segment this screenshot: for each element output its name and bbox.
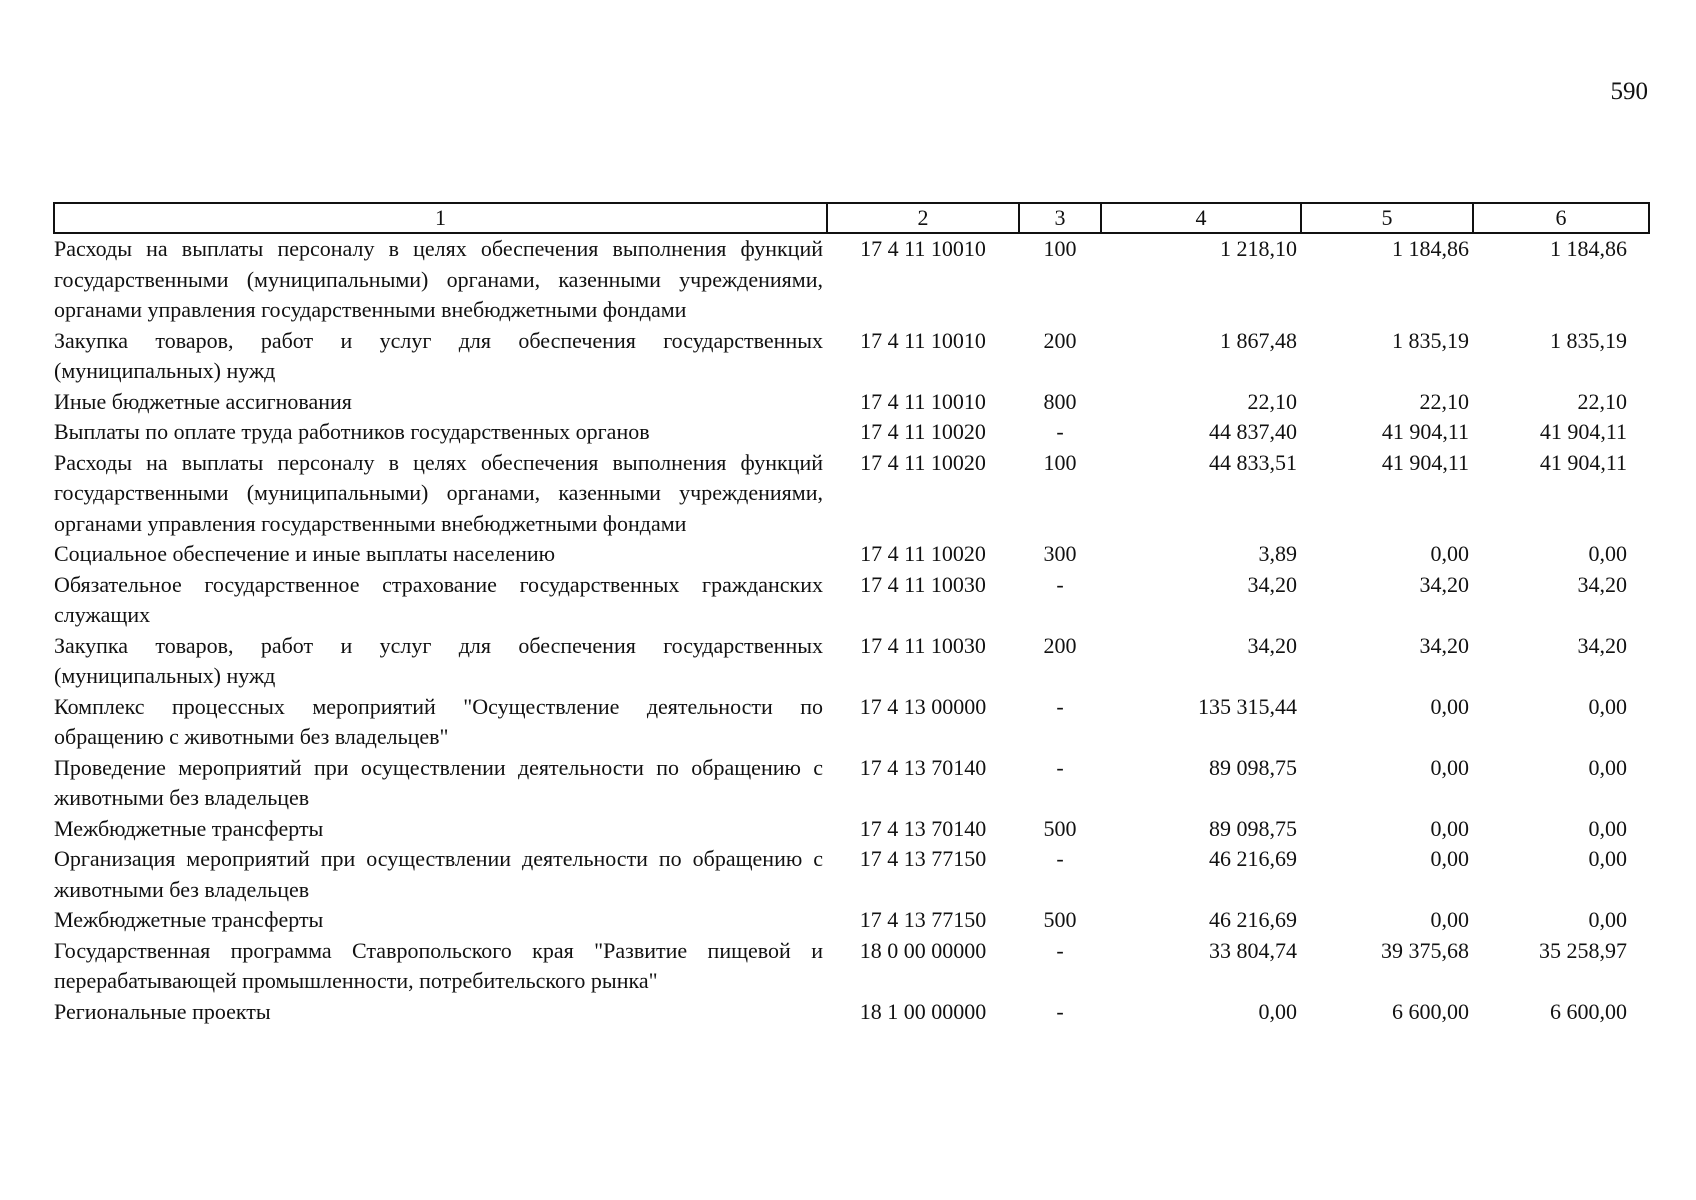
expense-type-cell: - [1056, 419, 1064, 444]
table-row [54, 570, 1649, 631]
amount-col6-cell: 34,20 [1577, 632, 1627, 658]
target-article-code-cell: 17 4 13 70140 [859, 754, 987, 780]
table-body [54, 233, 1649, 1027]
amount-col5-cell: 0,00 [1430, 754, 1469, 780]
expense-type-cell: 500 [1043, 815, 1077, 841]
page-number: 590 [1610, 78, 1648, 105]
column-header-1: 1 [54, 203, 827, 233]
amount-col4-cell: 44 833,51 [1209, 449, 1297, 475]
expense-name-cell: Проведение мероприятий при осуществлении деятельности по обращению с животными без владельцев [54, 754, 823, 810]
expense-name-cell: Закупка товаров, работ и услуг для обеспечения государственных (муниципальных) нужд [54, 327, 823, 383]
amount-col6-cell: 1 184,86 [1550, 236, 1627, 261]
amount-col4-cell: 89 098,75 [1209, 754, 1297, 780]
target-article-code-cell: 17 4 11 10020 [860, 449, 986, 475]
table-row [54, 417, 1649, 448]
amount-col6-cell: 0,00 [1588, 754, 1627, 780]
column-header-4: 4 [1101, 203, 1301, 233]
expense-type-cell: - [1056, 998, 1064, 1024]
table-row [54, 539, 1649, 570]
expense-name-cell: Закупка товаров, работ и услуг для обеспечения государственных (муниципальных) нужд [54, 632, 823, 688]
expense-name-cell: Государственная программа Ставропольского края "Развитие пищевой и перерабатывающей промышленности, потребительского рынка" [54, 937, 823, 993]
amount-col5-cell: 34,20 [1419, 571, 1469, 597]
table-row [54, 753, 1649, 814]
amount-col4-cell: 89 098,75 [1209, 815, 1297, 841]
header-row [54, 203, 1649, 233]
amount-col6-cell: 34,20 [1577, 571, 1627, 597]
table-row [54, 692, 1649, 753]
amount-col4-cell: 34,20 [1247, 571, 1297, 597]
target-article-code-cell: 17 4 11 10020 [860, 541, 986, 566]
table-row [54, 936, 1649, 997]
amount-col5-cell: 22,10 [1419, 388, 1469, 414]
target-article-code-cell: 17 4 13 00000 [859, 693, 987, 719]
amount-col6-cell: 0,00 [1588, 846, 1627, 871]
amount-col5-cell: 0,00 [1430, 693, 1469, 719]
amount-col4-cell: 46 216,69 [1209, 846, 1297, 871]
amount-col4-cell: 34,20 [1247, 632, 1297, 658]
target-article-code-cell: 17 4 11 10030 [860, 632, 986, 658]
target-article-code-cell: 17 4 13 70140 [859, 815, 987, 841]
amount-col5-cell: 41 904,11 [1381, 419, 1469, 444]
table-row [54, 814, 1649, 845]
table-row [54, 326, 1649, 387]
expense-name-cell: Организация мероприятий при осуществлении деятельности по обращению с животными без владельцев [54, 846, 823, 902]
expense-name-cell: Расходы на выплаты персоналу в целях обеспечения выполнения функций государственными (муниципальными) органами, казенными учреждениями, органами управления государственными внебюджетными фондами [54, 236, 823, 322]
expense-type-cell: 100 [1043, 236, 1077, 261]
target-article-code-cell: 17 4 11 10010 [860, 236, 986, 261]
table-row [54, 905, 1649, 936]
table-row [54, 997, 1649, 1028]
amount-col6-cell: 0,00 [1588, 541, 1627, 566]
amount-col6-cell: 41 904,11 [1539, 419, 1627, 444]
amount-col4-cell: 1 218,10 [1220, 236, 1297, 261]
table-row [54, 448, 1649, 540]
budget-table [53, 202, 1650, 1027]
expense-name-cell: Социальное обеспечение и иные выплаты населению [54, 541, 556, 566]
target-article-code-cell: 18 0 00 00000 [859, 937, 987, 963]
amount-col6-cell: 0,00 [1588, 815, 1627, 841]
expense-type-cell: - [1056, 846, 1064, 871]
amount-col5-cell: 34,20 [1419, 632, 1469, 658]
amount-col6-cell: 35 258,97 [1539, 937, 1627, 963]
amount-col4-cell: 33 804,74 [1209, 937, 1297, 963]
column-header-3: 3 [1019, 203, 1101, 233]
expense-type-cell: - [1056, 571, 1064, 597]
expense-name-cell: Выплаты по оплате труда работников государственных органов [54, 419, 650, 444]
target-article-code-cell: 17 4 11 10030 [860, 571, 986, 597]
expense-name-cell: Расходы на выплаты персоналу в целях обеспечения выполнения функций государственными (муниципальными) органами, казенными учреждениями, органами управления государственными внебюджетными фондами [54, 449, 823, 536]
expense-name-cell: Иные бюджетные ассигнования [54, 388, 352, 414]
table-row [54, 631, 1649, 692]
expense-name-cell: Обязательное государственное страхование государственных гражданских служащих [54, 571, 823, 627]
column-header-5: 5 [1301, 203, 1473, 233]
expense-name-cell: Межбюджетные трансферты [54, 815, 324, 841]
expense-type-cell: 200 [1043, 632, 1077, 658]
expense-name-cell: Межбюджетные трансферты [54, 907, 324, 932]
expense-type-cell: - [1056, 693, 1064, 719]
amount-col4-cell: 1 867,48 [1220, 327, 1297, 353]
expense-type-cell: 200 [1043, 327, 1077, 353]
expense-type-cell: 300 [1043, 541, 1077, 566]
expense-type-cell: 100 [1043, 449, 1077, 475]
amount-col5-cell: 39 375,68 [1381, 937, 1469, 963]
column-header-2: 2 [827, 203, 1019, 233]
amount-col4-cell: 3,89 [1258, 541, 1297, 566]
amount-col4-cell: 135 315,44 [1198, 693, 1297, 719]
amount-col6-cell: 22,10 [1577, 388, 1627, 414]
expense-name-cell: Региональные проекты [54, 998, 271, 1024]
amount-col5-cell: 41 904,11 [1381, 449, 1469, 475]
amount-col6-cell: 41 904,11 [1539, 449, 1627, 475]
table-row [54, 387, 1649, 418]
table-row [54, 233, 1649, 326]
target-article-code-cell: 18 1 00 00000 [859, 998, 987, 1024]
target-article-code-cell: 17 4 11 10010 [860, 388, 986, 414]
expense-type-cell: - [1056, 754, 1064, 780]
expense-name-cell: Комплекс процессных мероприятий "Осуществление деятельности по обращению с животными без владельцев" [54, 693, 823, 749]
target-article-code-cell: 17 4 11 10010 [860, 327, 986, 353]
target-article-code-cell: 17 4 13 77150 [859, 907, 987, 932]
amount-col6-cell: 6 600,00 [1550, 998, 1627, 1024]
amount-col5-cell: 6 600,00 [1392, 998, 1469, 1024]
table-row [54, 844, 1649, 905]
amount-col5-cell: 0,00 [1430, 846, 1469, 871]
column-header-6: 6 [1473, 203, 1649, 233]
amount-col4-cell: 22,10 [1247, 388, 1297, 414]
target-article-code-cell: 17 4 13 77150 [859, 846, 987, 871]
expense-type-cell: 800 [1043, 388, 1077, 414]
amount-col5-cell: 0,00 [1430, 815, 1469, 841]
amount-col6-cell: 0,00 [1588, 907, 1627, 932]
amount-col5-cell: 1 184,86 [1392, 236, 1469, 261]
table-header [54, 203, 1649, 233]
amount-col6-cell: 1 835,19 [1550, 327, 1627, 353]
expense-type-cell: 500 [1043, 907, 1077, 932]
amount-col4-cell: 46 216,69 [1209, 907, 1297, 932]
amount-col5-cell: 1 835,19 [1392, 327, 1469, 353]
amount-col5-cell: 0,00 [1430, 541, 1469, 566]
amount-col6-cell: 0,00 [1588, 693, 1627, 719]
amount-col5-cell: 0,00 [1430, 907, 1469, 932]
expense-type-cell: - [1056, 937, 1064, 963]
amount-col4-cell: 44 837,40 [1209, 419, 1297, 444]
amount-col4-cell: 0,00 [1258, 998, 1297, 1024]
target-article-code-cell: 17 4 11 10020 [860, 419, 986, 444]
